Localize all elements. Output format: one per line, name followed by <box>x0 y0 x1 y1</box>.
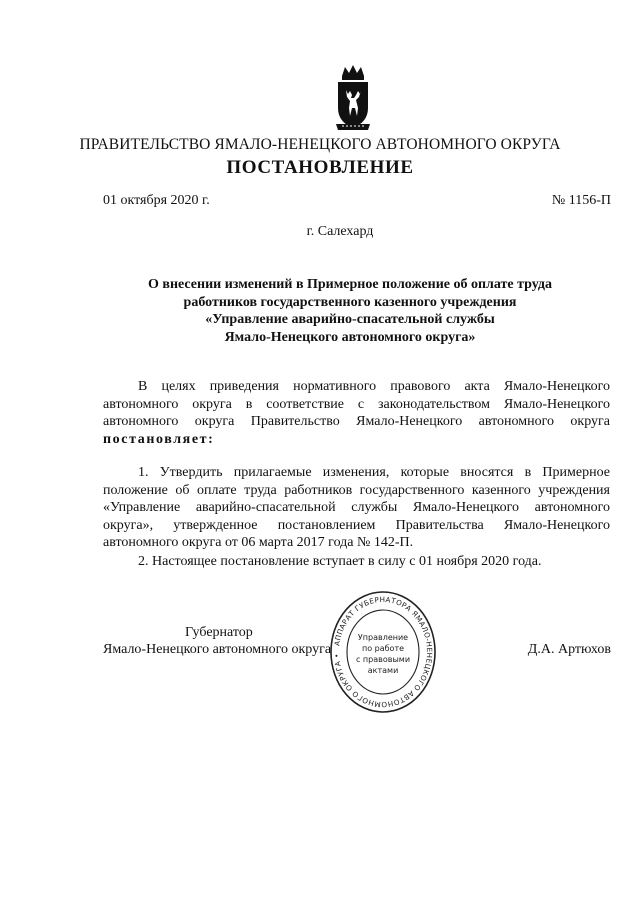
signatory-name: Д.А. Артюхов <box>527 642 611 657</box>
svg-text:АППАРАТ ГУБЕРНАТОРА ЯМАЛО-НЕНЕ: АППАРАТ ГУБЕРНАТОРА ЯМАЛО-НЕНЕЦКОГО АВТОНОМНОГО ОКРУГА • <box>331 594 435 710</box>
decree-word: постановляет: <box>103 431 215 447</box>
yamal-coat-of-arms-icon <box>330 64 376 134</box>
intro-text: В целях приведения нормативного правового акта Ямало-Ненецкого автономного округа в соответствие с законодательством Ямало-Ненецкого автономного округа Правительство Ямало-Ненецкого автономного округа <box>103 379 610 429</box>
svg-text:с правовыми: с правовыми <box>355 655 411 664</box>
svg-text:актами: актами <box>367 666 399 675</box>
item-1-paragraph: 1. Утвердить прилагаемые изменения, которые вносятся в Примерное положение об оплате труда работников государственного казенного учреждения «Управление аварийно-спасательной службы Ямало-Ненецкого автономного округа», утвержденное постановлением Правительства Ямало-Ненецкого автономного округа от 06 марта 2017 года № 142-П. <box>103 465 610 550</box>
svg-text:Управление: Управление <box>357 633 409 642</box>
intro-paragraph <box>103 378 610 448</box>
title-line: работников государственного казенного учреждения <box>183 294 517 310</box>
title-line: О внесении изменений в Примерное положение об оплате труда <box>148 277 552 292</box>
official-stamp <box>330 590 436 715</box>
document-city: г. Салехард <box>306 224 374 239</box>
organization-name: ПРАВИТЕЛЬСТВО ЯМАЛО-НЕНЕЦКОГО АВТОНОМНОГО ОКРУГА <box>79 136 561 153</box>
item-2-paragraph: 2. Настоящее постановление вступает в силу с 01 ноября 2020 года. <box>138 554 542 569</box>
document-date: 01 октября 2020 г. <box>103 193 210 208</box>
document-number: № 1156-П <box>551 193 611 208</box>
title-line: «Управление аварийно-спасательной службы <box>205 312 495 327</box>
svg-text:по работе: по работе <box>361 644 405 653</box>
title-line: Ямало-Ненецкого автономного округа» <box>224 329 476 345</box>
document-title <box>0 276 640 346</box>
signatory-title: Губернатор <box>185 625 253 640</box>
document-type: ПОСТАНОВЛЕНИЕ <box>226 157 414 178</box>
signatory-region: Ямало-Ненецкого автономного округа <box>103 642 332 657</box>
